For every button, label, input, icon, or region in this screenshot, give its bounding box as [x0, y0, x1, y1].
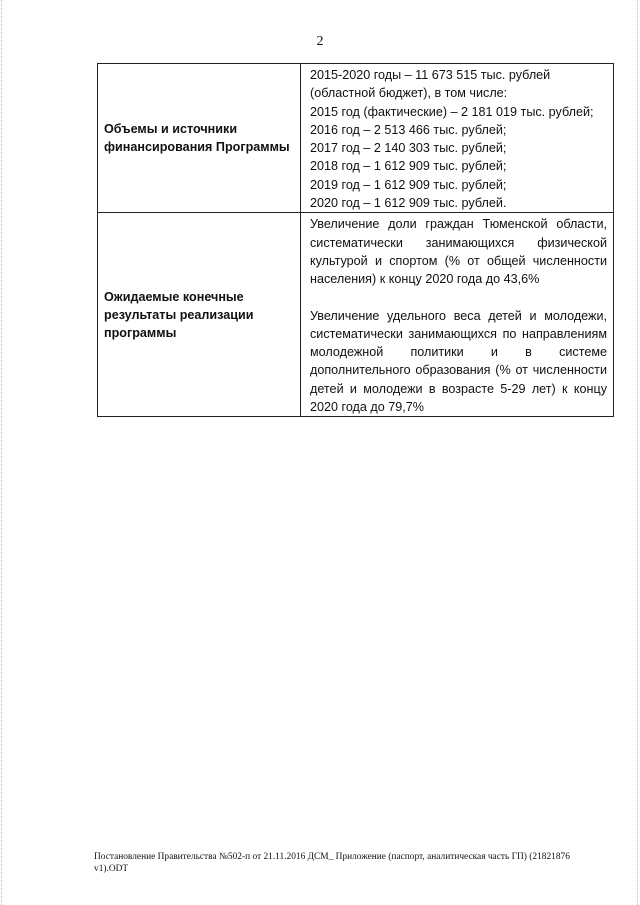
results-values	[301, 213, 614, 417]
funding-line: 2019 год – 1 612 909 тыс. рублей;	[310, 177, 507, 192]
funding-line: 2018 год – 1 612 909 тыс. рублей;	[310, 159, 507, 174]
document-footer: Постановление Правительства №502-п от 21.11.2016 ДСМ_ Приложение (паспорт, аналитическая часть ГП) (21821876 v1).ODT	[94, 852, 570, 874]
funding-line: 2016 год – 2 513 466 тыс. рублей;	[310, 122, 507, 137]
program-passport-table	[97, 63, 614, 417]
funding-values	[301, 64, 614, 213]
scan-edge-left	[1, 0, 3, 905]
page-number: 2	[316, 34, 324, 49]
scan-edge-right	[637, 0, 639, 905]
result-paragraph: Увеличение доли граждан Тюменской области, систематически занимающихся физической культурой и спортом (% от общей численности населения) к концу 2020 года до 43,6%	[310, 217, 607, 287]
funding-line: 2015-2020 годы – 11 673 515 тыс. рублей	[310, 68, 551, 82]
result-paragraph: Увеличение удельного веса детей и молодежи, систематически занимающихся по направлениям молодежной политики и в системе дополнительного образования (% от численности детей и молодежи в возрасте 5-29 лет) к концу 2020 года до 79,7%	[310, 308, 607, 415]
funding-label: Объемы и источники финансирования Программы	[98, 64, 301, 213]
funding-line: 2017 год – 2 140 303 тыс. рублей;	[310, 141, 507, 156]
table-row	[98, 64, 614, 213]
funding-line: 2015 год (фактические) – 2 181 019 тыс. рублей;	[310, 104, 594, 119]
results-label: Ожидаемые конечные результаты реализации программы	[98, 213, 301, 417]
funding-line: (областной бюджет), в том числе:	[310, 86, 508, 101]
table-row	[98, 213, 614, 417]
funding-line: 2020 год – 1 612 909 тыс. рублей.	[310, 196, 507, 211]
